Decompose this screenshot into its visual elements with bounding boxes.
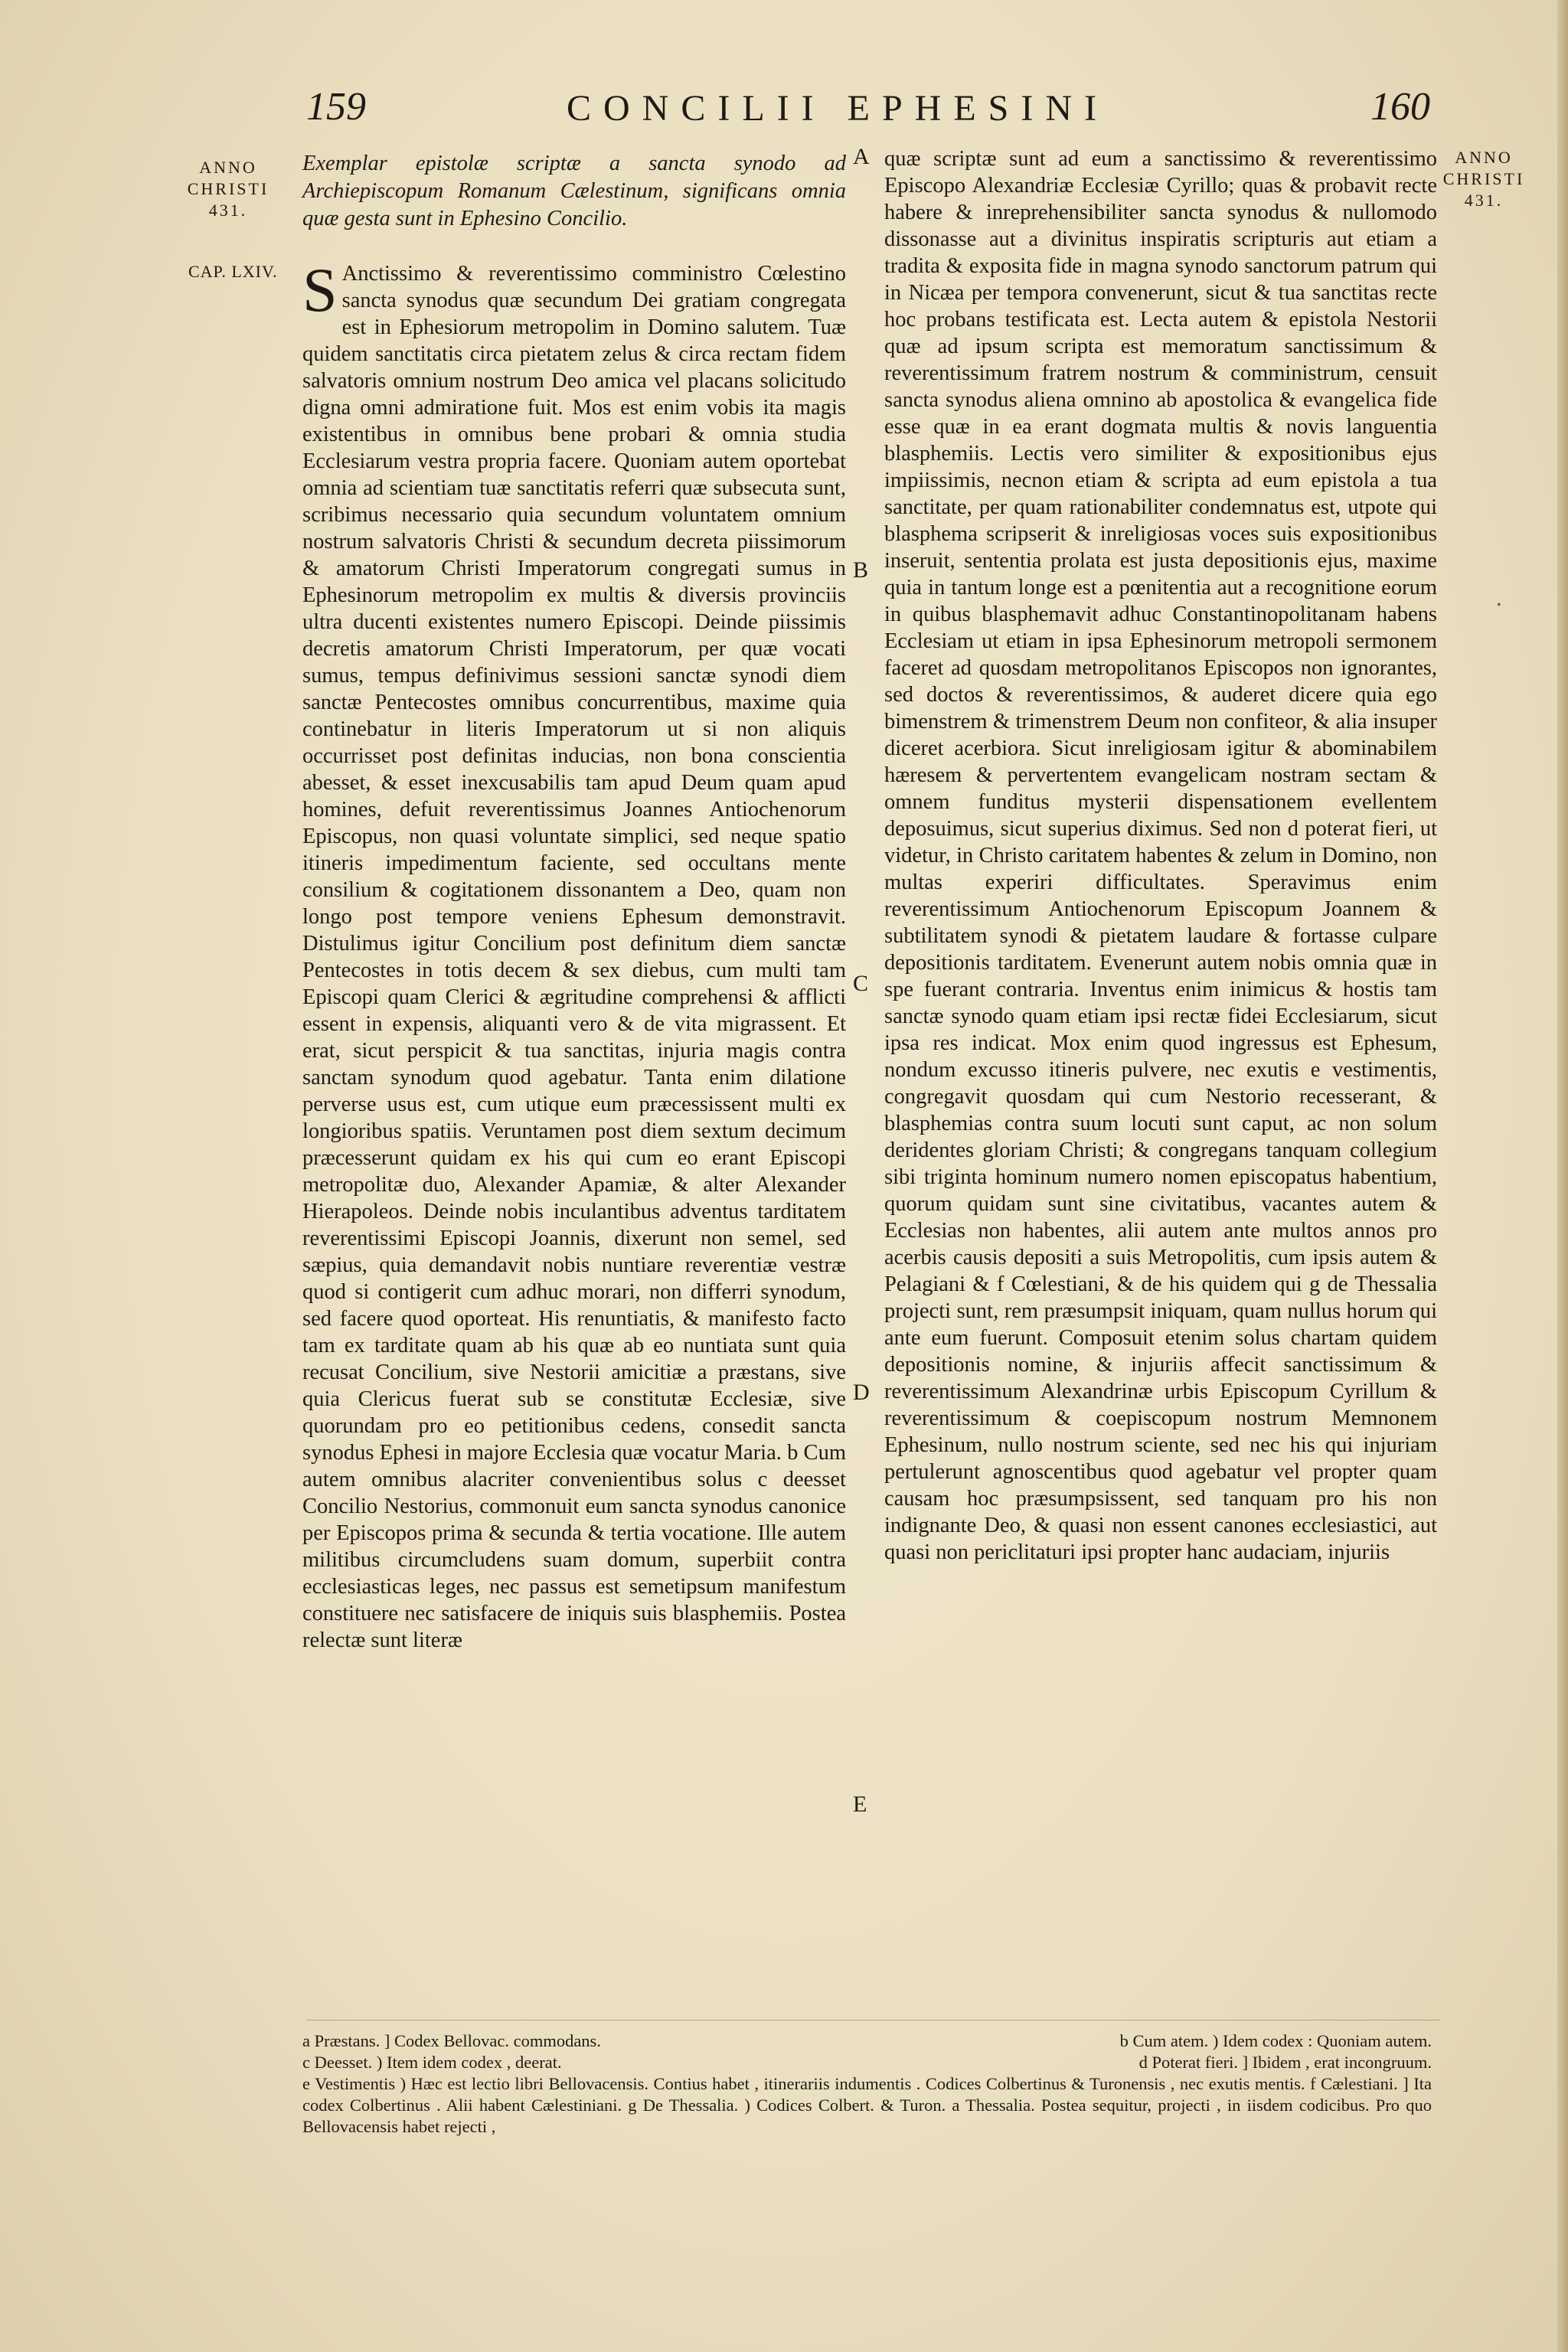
anno-right-line: 431. <box>1464 191 1504 210</box>
margin-letter-b: B <box>853 557 869 583</box>
anno-right-line: ANNO <box>1455 148 1513 167</box>
footnote-row <box>302 2030 1432 2052</box>
anno-christi-right <box>1430 147 1537 211</box>
anno-left-line: CHRISTI <box>187 179 270 198</box>
right-column <box>884 145 1437 1566</box>
footnotes <box>302 2030 1432 2138</box>
margin-letter-a: A <box>853 144 870 169</box>
margin-letter-c: C <box>853 971 869 996</box>
footnote-row <box>302 2052 1432 2073</box>
anno-left-line: ANNO <box>199 158 257 177</box>
footnote-e-f-g: e Vestimentis ) Hæc est lectio libri Bellovacensis. Contius habet , itinerariis indumentis . Codices Colbertinus & Turonensis , nec exutis mentis. f Cælestiani. ] Ita codex Colbertinus . Alii habent Cælestiniani. g De Thessalia. ) Codices Colbert. & Turon. a Thessalia. Postea sequitur, projecti , in iisdem codicibus. Pro quo Bellovacensis habet rejecti , <box>302 2074 1432 2136</box>
margin-dot: • <box>1497 599 1501 612</box>
left-paragraph <box>302 255 846 1654</box>
page-edge <box>1557 0 1568 2352</box>
page-number-left: 159 <box>306 85 366 129</box>
anno-right-line: CHRISTI <box>1442 169 1525 188</box>
left-column-text: Anctissimo & reverentissimo comministro Cœlestino sancta synodus quæ secundum Dei gratiam congregata est in Ephesiorum metropolim in Domino salutem. Tuæ quidem sanctitatis circa pietatem zelus & circa rectam fidem salvatoris omnium nostrum Deo amica vel placans solicitudo digna omni admiratione fuit. Mos est enim vobis ita magis existentibus in omnibus bene probari & omnia studia Ecclesiarum vestra propria facere. Quoniam autem oportebat omnia ad scientiam tuæ sanctitatis referri quæ subsecuta sunt, scribimus necessario quia secundum voluntatem omnium nostrum salvatoris Christi & secundum decreta piissimorum & amatorum Christi Imperatorum congregati sumus in Ephesinorum metropolim ex multis & diversis provinciis ultra ducenti existentes numero Episcopi. Deinde piissimis decretis amatorum Christi Imperatorum, per quæ vocati sumus, tempus definivimus sessioni sanctæ synodi diem sanctæ Pentecostes omnibus concurrentibus, maxime quia continebatur in literis Imperatorum ut si non aliquis occurrisset post definitas inducias, non bona conscientia abesset, & esset inexcusabilis tam apud Deum quam apud homines, defuit reverentissimus Joannes Antiochenorum Episcopus, non quasi voluntate simplici, sed neque spatio itineris impedimentum faciente, sed occultans mente consilium & cogitationem dissonantem a Deo, quam non longo post tempore veniens Ephesum demonstravit. Distulimus igitur Concilium post definitum diem sanctæ Pentecostes in totis decem & sex diebus, cum multi tam Episcopi quam Clerici & ægritudine comprehensi & afflicti essent in expensis, aliquanti vero & de vita migrassent. Et erat, sicut perspicit & tua sanctitas, injuria magis contra sanctam synodum quod agebatur. Tanta enim dilatione perverse usus est, cum utique eum præcessissent multi ex longioribus spatiis. Veruntamen post diem sextum decimum præcesserunt quidam ex his qui cum eo erant Episcopi metropolitæ duo, Alexander Apamiæ, & alter Alexander Hierapoleos. Deinde nobis inculantibus adventus tarditatem reverentissimi Episcopi Joannis, dixerunt non semel, sed sæpius, quia demandavit nobis nuntiare reverentiæ vestræ quod si contigerit cum adhuc morari, non differri synodum, sed facere quod oporteat. His renuntiatis, & manifesto facto tam ex tarditate quam ab his quæ ab eo nuntiata sunt quia recusat Concilium, sive Nestorii amicitiæ a præstans, sive quia Clericus fuerat sub se constitutæ Ecclesiæ, sive quorundam pro eo petitionibus cedens, consedit sancta synodus Ephesi in majore Ecclesia quæ vocatur Maria. b Cum autem omnibus alacriter convenientibus solus c deesset Concilio Nestorius, commonuit eum sancta synodus canonice per Episcopos prima & secunda & tertia vocatione. Ille autem militibus circumcludens suam domum, superbiit contra ecclesiasticas leges, nec passus est semetipsum manifestum constituere nec satisfacere de iniquis suis blasphemiis. Postea relectæ sunt literæ <box>302 262 846 1652</box>
epistle-heading <box>302 150 846 233</box>
anno-left-line: 431. <box>208 201 248 220</box>
right-column-text: quæ scriptæ sunt ad eum a sanctissimo & reverentissimo Episcopo Alexandriæ Ecclesiæ Cyrillo; quas & probavit recte habere & inreprehensibiliter sancta synodus & nullomodo dissonasse aut a divinitus inspiratis scripturis aut etiam a tradita & exposita fide in magna synodo sanctorum patrum qui in Nicæa per tempora convenerunt, sicut & tua sanctitas recte hoc probans testificata est. Lecta autem & epistola Nestorii quæ ad ipsum scripta est memoratum sanctissimum & reverentissimum fratrem nostrum & comministrum, censuit sancta synodus aliena omnino ab apostolica & evangelica fide esse quæ in ea erant dogmata multis & novis languentia blasphemiis. Lectis vero similiter & expositionibus ejus impiissimis, necnon etiam & scripta ad eum epistola a tua sanctitate, per quam rationabiliter condemnatus est, utpote qui blasphema scripserit & inreligiosas voces suis expositionibus inseruit, sententia prolata est justa depositionis ejus, maxime quia in tantum longe est a pœnitentia aut a recognitione eorum in quibus blasphemavit adhuc Constantinopolitanam habens Ecclesiam ut etiam in ipsa Ephesinorum metropoli sermonem faceret ad quosdam metropolitanos Episcopos non ignorantes, sed doctos & reverentissimos, & auderet dicere quia ego bimenstrem & trimenstrem Deum non confiteor, & alia insuper diceret acerbiora. Sicut inreligiosam igitur & abominabilem hæresem & pervertentem evangelicam nostram sectam & omnem funditus mysterii dispensationem evellentem deposuimus, sicut superius diximus. Sed non d poterat fieri, ut videtur, in Christo caritatem habentes & zelum in Domino, non multas experiri difficultates. Speravimus enim reverentissimum Antiochenorum Episcopum Joannem & subtilitatem synodi & pietatem laudare & fortasse culpare depositionis tarditatem. Evenerunt autem nobis omnia quæ in spe fuerant contraria. Inventus enim inimicus & hostis tam sanctæ synodo quam etiam ipsi rectæ fidei Ecclesiarum, sicut ipsa res indicat. Mox enim quod ingressus est Ephesum, nondum excusso itineris pulvere, nec exutis e vestimentis, congregavit quosdam qui cum Nestorio recesserant, & blasphemias contra suum locuti sunt caput, ac non solum deridentes gloriam Christi; & congregans tanquam collegium sibi triginta hominum numero nomen episcopatus habentium, quorum quidam sunt sine civitatibus, vacantes autem & Ecclesias non habentes, alii autem ante multos annos pro acerbis causis depositi a suis Metropolitis, cum ipsis autem & Pelagiani & f Cœlestiani, & de his quidem qui g de Thessalia projecti sunt, rem præsumpsit iniquam, quam nullus horum qui ante eum fuerunt. Composuit etenim solus chartam quidem depositionis nomine, & injuriis affecit sanctissimum & reverentissimum Alexandrinæ urbis Episcopum Cyrillum & reverentissimum & coepiscopum nostrum Memnonem Ephesinum, nullo nostrum sciente, sed nec his qui injuriam pertulerunt agnoscentibus quod agebatur vel propter quam causam hoc præsumpsissent, sed tanquam pro his non indignante Deo, & quasi non essent canones ecclesiastici, aut quasi non periclitaturi ipsi propter hanc audaciam, injuriis <box>884 147 1437 1564</box>
heading-text: Exemplar epistolæ scriptæ a sancta synodo ad Archiepiscopum Romanum Cælestinum, significans omnia quæ gesta sunt in Ephesino Concilio. <box>302 152 846 230</box>
drop-cap: S <box>302 255 338 325</box>
footnote-a: a Præstans. ] Codex Bellovac. commodans. <box>302 2031 601 2050</box>
left-column <box>302 255 846 1654</box>
margin-letter-e: E <box>853 1792 867 1817</box>
footnote-b: b Cum atem. ) Idem codex : Quoniam autem. <box>1119 2031 1432 2050</box>
margin-letter-d: D <box>853 1380 870 1405</box>
chapter-label: CAP. LXIV. <box>188 262 278 281</box>
running-title: CONCILII EPHESINI <box>567 88 1109 129</box>
anno-christi-left <box>175 157 282 221</box>
page-header <box>0 84 1568 138</box>
page-number-right: 160 <box>1370 85 1430 129</box>
footnote-d: d Poterat fieri. ] Ibidem , erat incongruum. <box>1138 2053 1432 2072</box>
footnote-c: c Deesset. ) Item idem codex , deerat. <box>302 2053 562 2072</box>
